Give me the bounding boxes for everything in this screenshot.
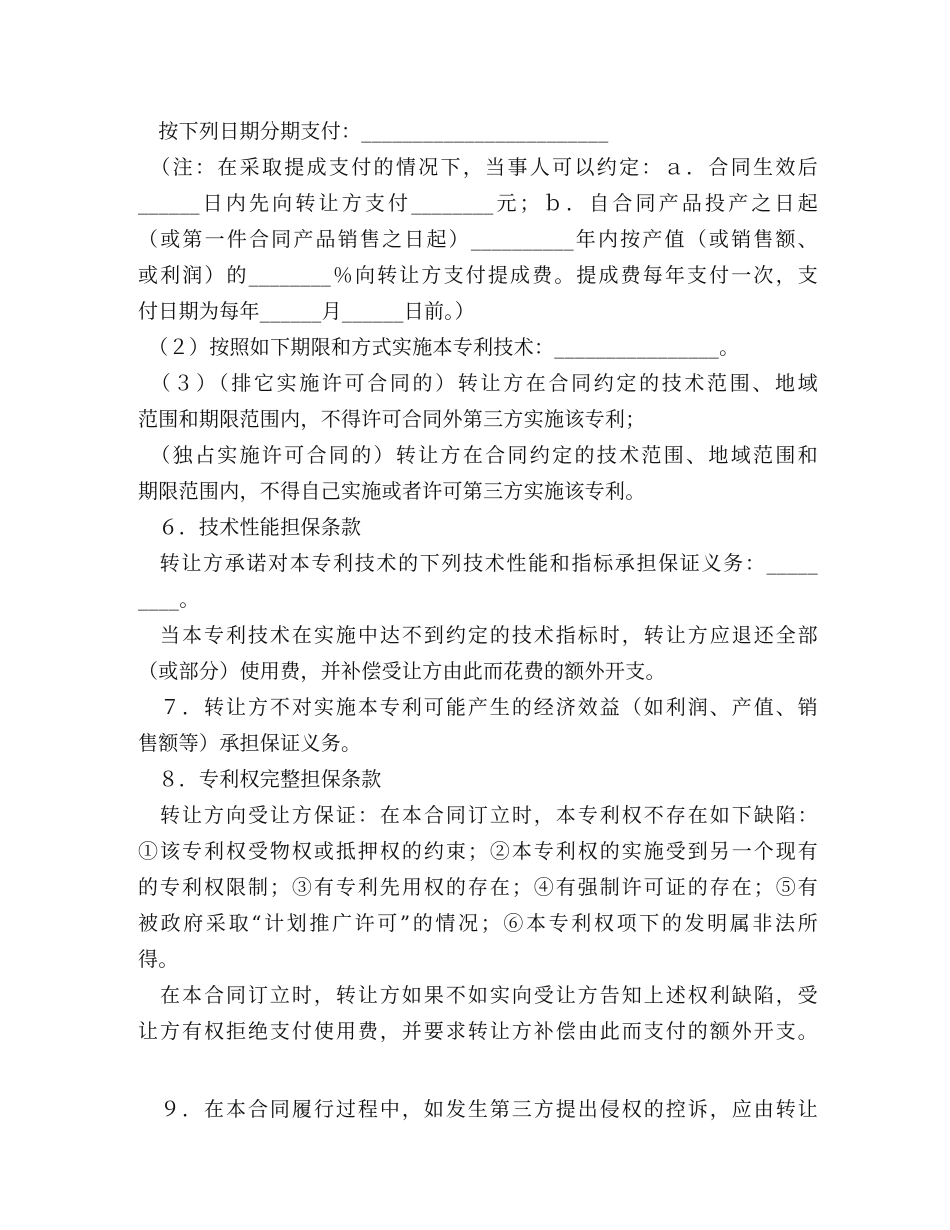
text-line: 转让方承诺对本专利技术的下列技术性能和指标承担保证义务：_____: [138, 551, 818, 575]
text-line: 期限范围内，不得自己实施或者许可第三方实施该专利。: [138, 479, 646, 503]
text-line: ____。: [138, 587, 200, 611]
text-line: （３）（排它实施许可合同的）转让方在合同约定的技术范围、地域: [138, 371, 818, 395]
section-heading: ８．专利权完整担保条款: [138, 767, 382, 791]
text-line: （２）按照如下期限和方式实施本专利技术：________________。: [138, 335, 740, 359]
text-line: 转让方向受让方保证：在本合同订立时，本专利权不存在如下缺陷：: [138, 803, 818, 827]
text-line: ①该专利权受物权或抵押权的约束；②本专利权的实施受到另一个现有: [138, 839, 818, 863]
text-line: 按下列日期分期支付：________________________: [138, 119, 609, 143]
text-line: （独占实施许可合同的）转让方在合同约定的技术范围、地域范围和: [138, 443, 818, 467]
text-line: 当本专利技术在实施中达不到约定的技术指标时，转让方应退还全部: [138, 623, 818, 647]
text-line: 售额等）承担保证义务。: [138, 731, 362, 755]
text-line: 付日期为每年______月______日前。）: [138, 299, 475, 323]
text-line: （或第一件合同产品销售之日起）__________年内按产值（或销售额、: [138, 227, 818, 251]
section-heading: ６．技术性能担保条款: [138, 515, 362, 539]
text-line: 被政府采取“计划推广许可”的情况；⑥本专利权项下的发明属非法所: [138, 911, 818, 935]
text-line: 在本合同订立时，转让方如果不如实向受让方告知上述权利缺陷，受: [138, 983, 818, 1007]
text-line: ______日内先向转让方支付________元；ｂ．自合同产品投产之日起: [138, 191, 818, 215]
text-line: （或部分）使用费，并补偿受让方由此而花费的额外开支。: [138, 659, 666, 683]
text-line: 得。: [138, 947, 179, 971]
text-line: 或利润）的________％向转让方支付提成费。提成费每年支付一次，支: [138, 263, 818, 287]
text-line: （注：在采取提成支付的情况下，当事人可以约定：ａ．合同生效后: [138, 155, 818, 179]
text-line: ７．转让方不对实施本专利可能产生的经济效益（如利润、产值、销: [138, 695, 818, 719]
text-line: 的专利权限制；③有专利先用权的存在；④有强制许可证的存在；⑤有: [138, 875, 818, 899]
text-line: ９．在本合同履行过程中，如发生第三方提出侵权的控诉，应由转让: [138, 1097, 818, 1121]
text-line: 范围和期限范围内，不得许可合同外第三方实施该专利；: [138, 407, 646, 431]
text-line: 让方有权拒绝支付使用费，并要求转让方补偿由此而支付的额外开支。: [138, 1019, 818, 1043]
